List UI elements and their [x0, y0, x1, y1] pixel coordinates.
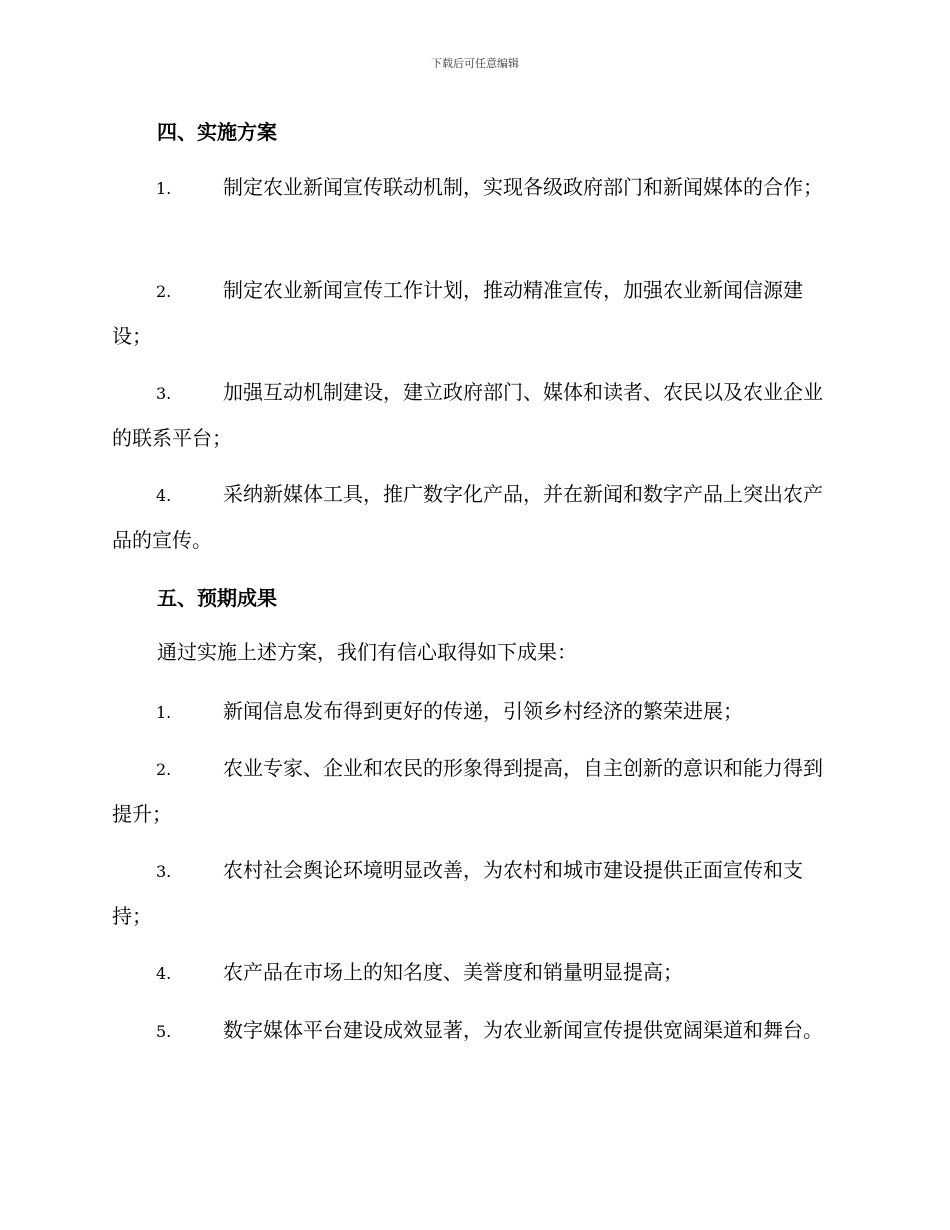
item-text: 数字媒体平台建设成效显著，为农业新闻宣传提供宽阔渠道和舞台。	[223, 1018, 823, 1042]
list-item	[112, 746, 837, 837]
item-text: 农村社会舆论环境明显改善，为农村和城市建设提供正面宣传和支持；	[112, 858, 803, 928]
list-item	[112, 165, 837, 211]
item-text: 加强互动机制建设，建立政府部门、媒体和读者、农民以及农业企业的联系平台；	[112, 380, 823, 450]
item-number: 4.	[156, 486, 172, 505]
item-text: 制定农业新闻宣传联动机制，实现各级政府部门和新闻媒体的合作；	[223, 175, 823, 199]
list-item	[112, 950, 837, 996]
list-item	[112, 268, 837, 359]
item-number: 2.	[156, 282, 172, 301]
item-text: 采纳新媒体工具，推广数字化产品，并在新闻和数字产品上突出农产品的宣传。	[112, 482, 823, 552]
list-item	[112, 848, 837, 939]
item-number: 5.	[156, 1022, 172, 1041]
item-number: 1.	[156, 179, 172, 198]
list-item	[112, 472, 837, 563]
item-number: 2.	[156, 760, 172, 779]
item-number: 3.	[156, 384, 172, 403]
item-number: 1.	[156, 703, 172, 722]
section-heading: 五、预期成果	[157, 586, 277, 610]
intro-paragraph: 通过实施上述方案，我们有信心取得如下成果：	[157, 640, 577, 664]
item-text: 农产品在市场上的知名度、美誉度和销量明显提高；	[223, 960, 683, 984]
page-header: 下载后可任意编辑	[431, 57, 519, 70]
item-text: 制定农业新闻宣传工作计划，推动精准宣传，加强农业新闻信源建设；	[112, 278, 803, 348]
list-item	[112, 370, 837, 461]
list-item	[112, 689, 837, 735]
item-text: 农业专家、企业和农民的形象得到提高，自主创新的意识和能力得到提升；	[112, 756, 823, 826]
list-item	[112, 1008, 837, 1054]
item-text: 新闻信息发布得到更好的传递，引领乡村经济的繁荣进展；	[223, 699, 743, 723]
item-number: 3.	[156, 862, 172, 881]
section-heading: 四、实施方案	[157, 120, 277, 144]
item-number: 4.	[156, 964, 172, 983]
